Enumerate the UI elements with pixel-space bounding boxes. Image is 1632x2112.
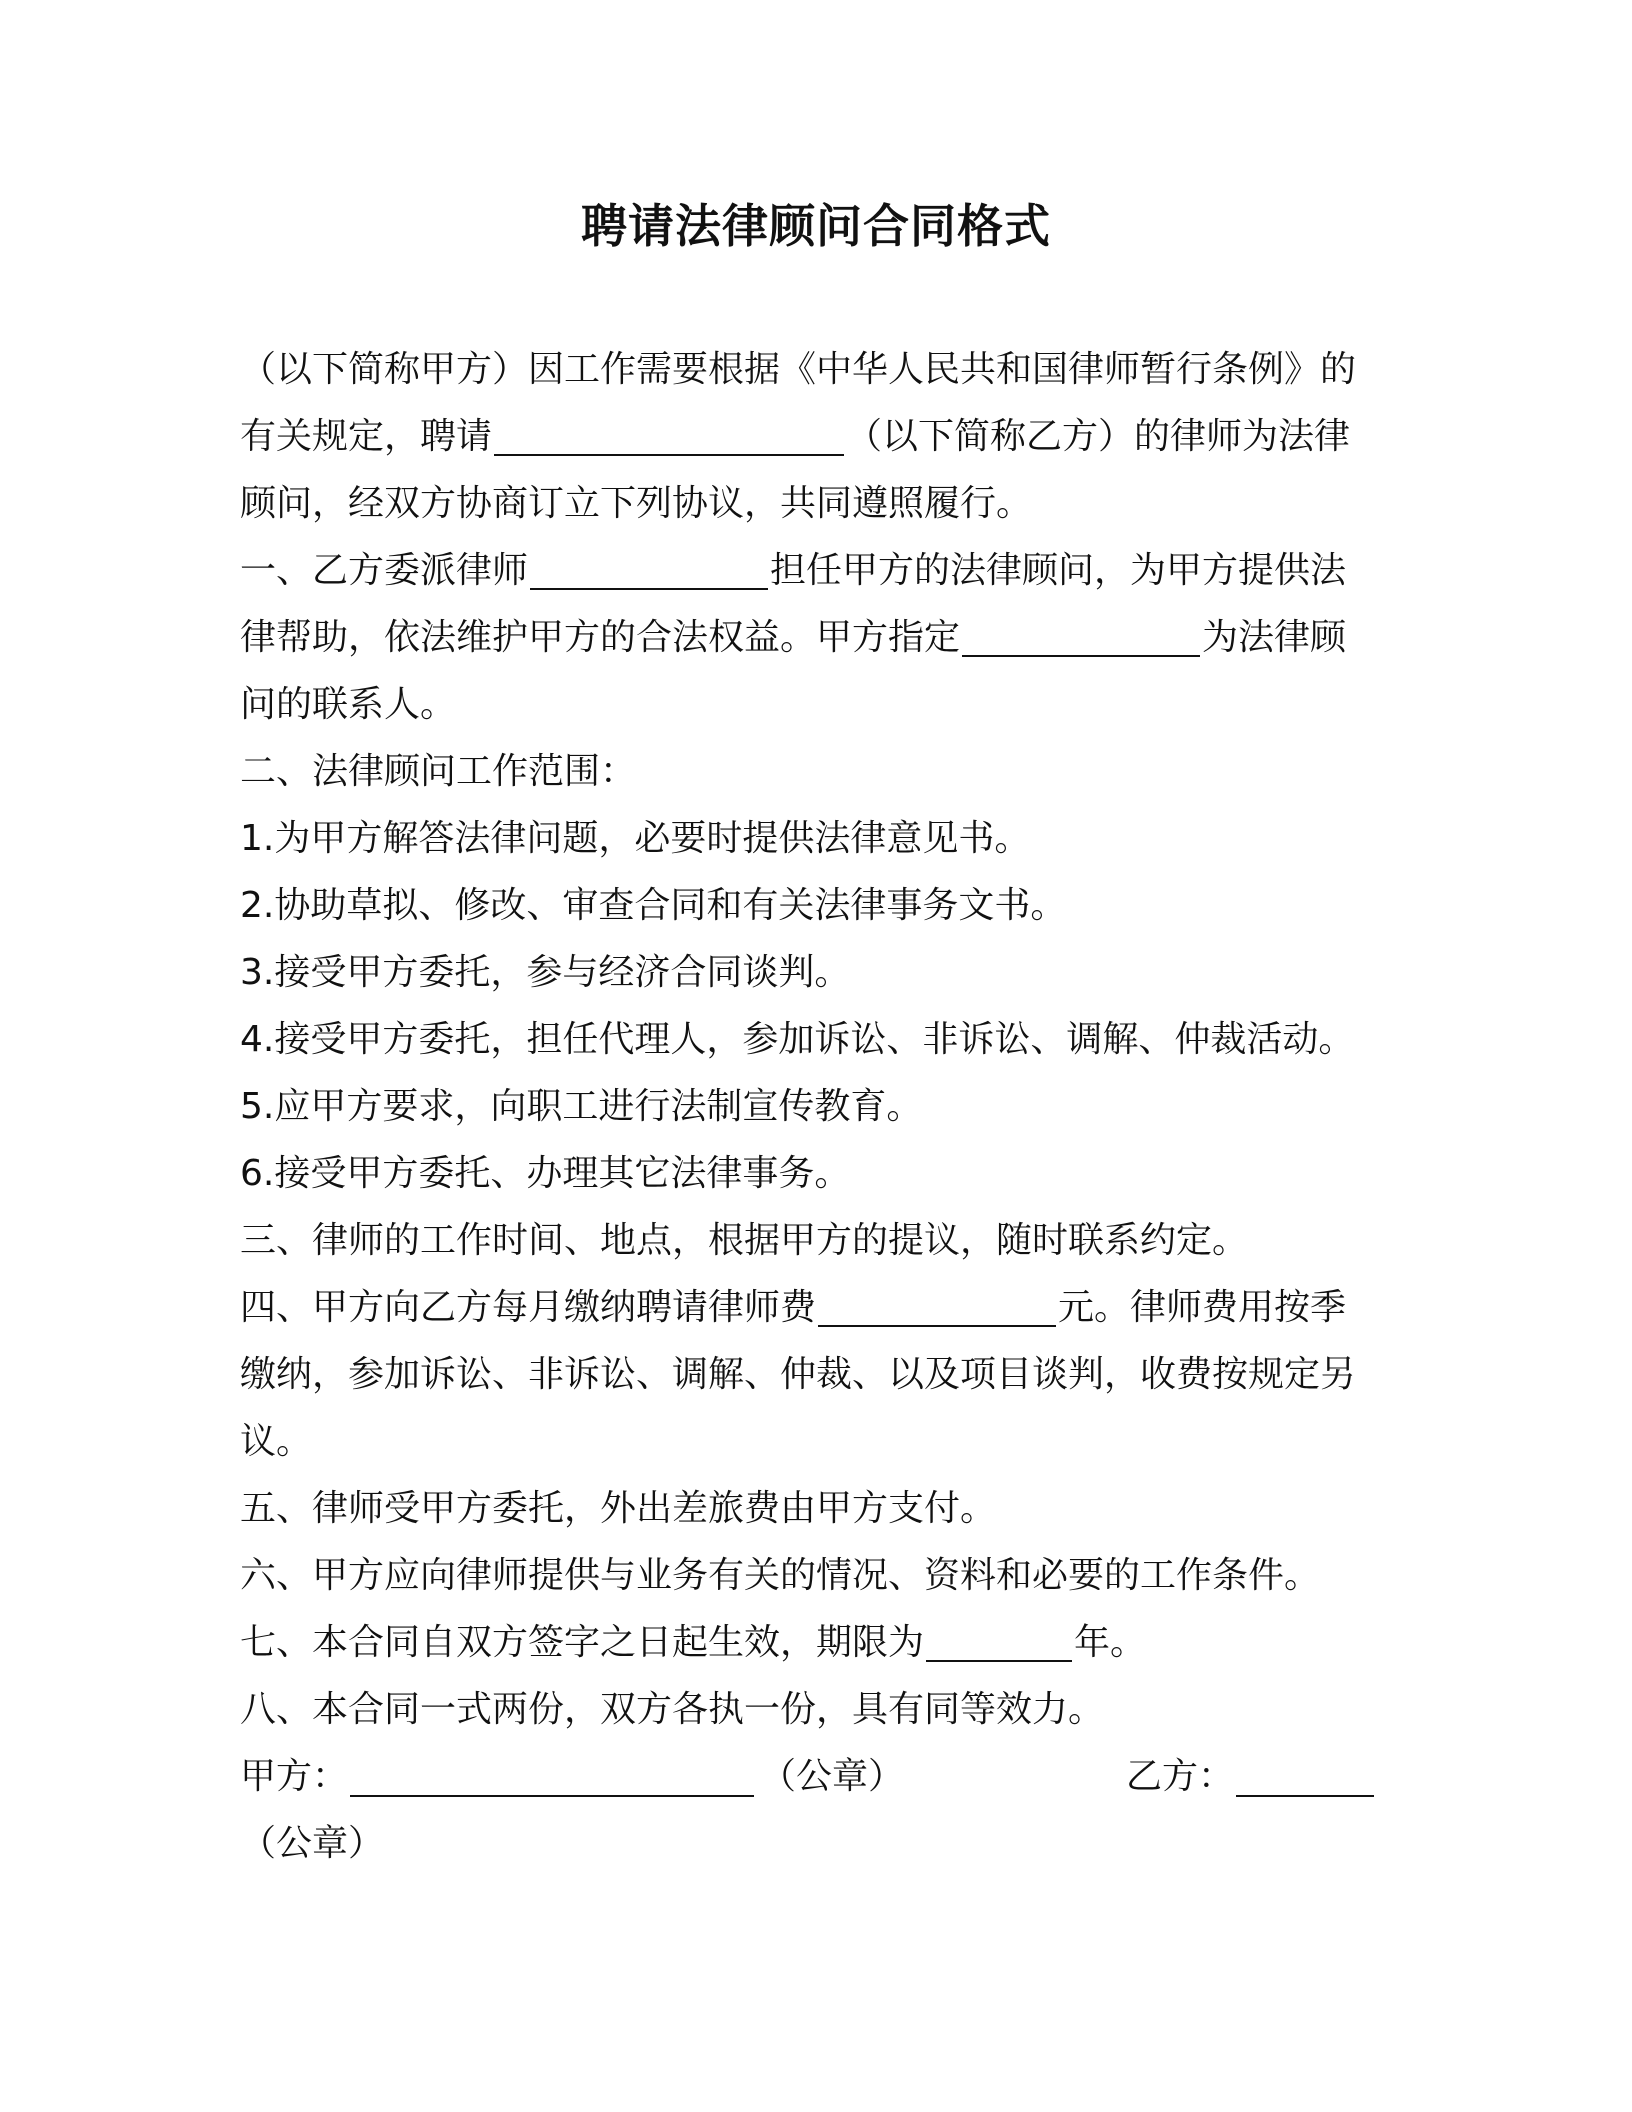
signature-row [240, 1743, 1390, 1810]
intro-text: 顾问，经双方协商订立下列协议，共同遵照履行。 [240, 483, 1033, 524]
scope-item-text: 1.为甲方解答法律问题，必要时提供法律意见书。 [240, 818, 1031, 859]
clause-6 [240, 1542, 1390, 1609]
clause-text: 五、律师受甲方委托，外出差旅费由甲方支付。 [240, 1488, 997, 1529]
intro-text: （以下简称乙方）的律师为法律 [846, 416, 1351, 457]
party-b-seal: （公章） [240, 1823, 385, 1864]
clause-text: 三、律师的工作时间、地点，根据甲方的提议，随时联系约定。 [240, 1220, 1249, 1261]
clause-8 [240, 1676, 1390, 1743]
scope-item [240, 1006, 1390, 1073]
document-title: 聘请法律顾问合同格式 [581, 199, 1051, 253]
scope-item [240, 939, 1390, 1006]
clause-text: 问的联系人。 [240, 684, 457, 725]
intro-line-2 [240, 403, 1390, 470]
clause-4-line-1 [240, 1274, 1390, 1341]
scope-item-text: 3.接受甲方委托，参与经济合同谈判。 [240, 952, 851, 993]
clause-text: 担任甲方的法律顾问，为甲方提供法 [770, 550, 1347, 591]
intro-text: 有关规定，聘请 [240, 416, 493, 457]
party-b-signature-blank[interactable] [1236, 1751, 1374, 1797]
scope-item [240, 805, 1390, 872]
clause-4-line-3 [240, 1408, 1390, 1475]
clause-1-line-1 [240, 537, 1390, 604]
clause-text: 六、甲方应向律师提供与业务有关的情况、资料和必要的工作条件。 [240, 1555, 1321, 1596]
term-years-blank[interactable] [926, 1616, 1072, 1662]
intro-line-1 [240, 336, 1390, 403]
party-a-seal: （公章） [760, 1756, 905, 1797]
clause-1-line-2 [240, 604, 1390, 671]
party-b-label: 乙方： [1126, 1756, 1235, 1797]
scope-item-text: 2.协助草拟、修改、审查合同和有关法律事务文书。 [240, 885, 1067, 926]
clause-2-heading [240, 738, 1390, 805]
party-a-label: 甲方： [240, 1756, 349, 1797]
clause-text: 元。律师费用按季 [1058, 1287, 1347, 1328]
clause-3 [240, 1207, 1390, 1274]
clause-4-line-2 [240, 1341, 1390, 1408]
scope-item-text: 4.接受甲方委托，担任代理人，参加诉讼、非诉讼、调解、仲裁活动。 [240, 1019, 1355, 1060]
scope-item [240, 1140, 1390, 1207]
clause-text: 二、法律顾问工作范围： [240, 751, 637, 792]
clause-5 [240, 1475, 1390, 1542]
clause-1-line-3 [240, 671, 1390, 738]
party-b-seal-line [240, 1810, 1390, 1877]
clause-text: 七、本合同自双方签字之日起生效，期限为 [240, 1622, 925, 1663]
clause-text: 缴纳，参加诉讼、非诉讼、调解、仲裁、以及项目谈判，收费按规定另 [240, 1354, 1357, 1395]
scope-item-text: 6.接受甲方委托、办理其它法律事务。 [240, 1153, 851, 1194]
scope-item [240, 1073, 1390, 1140]
scope-item-text: 5.应甲方要求，向职工进行法制宣传教育。 [240, 1086, 923, 1127]
lawyer-name-blank[interactable] [530, 544, 768, 590]
clause-text: 议。 [240, 1421, 313, 1462]
clause-text: 为法律顾 [1202, 617, 1347, 658]
clause-text: 律帮助，依法维护甲方的合法权益。甲方指定 [240, 617, 961, 658]
monthly-fee-blank[interactable] [818, 1281, 1056, 1327]
contact-person-blank[interactable] [962, 611, 1200, 657]
clause-text: 一、乙方委派律师 [240, 550, 529, 591]
clause-text: 八、本合同一式两份，双方各执一份，具有同等效力。 [240, 1689, 1105, 1730]
clause-7 [240, 1609, 1390, 1676]
intro-text: （以下简称甲方）因工作需要根据《中华人民共和国律师暂行条例》的 [240, 349, 1357, 390]
law-firm-blank[interactable] [494, 410, 844, 456]
document-body [240, 336, 1390, 1877]
intro-line-3 [240, 470, 1390, 537]
scope-item [240, 872, 1390, 939]
party-a-signature-blank[interactable] [350, 1751, 754, 1797]
clause-text: 四、甲方向乙方每月缴纳聘请律师费 [240, 1287, 817, 1328]
clause-text: 年。 [1074, 1622, 1147, 1663]
